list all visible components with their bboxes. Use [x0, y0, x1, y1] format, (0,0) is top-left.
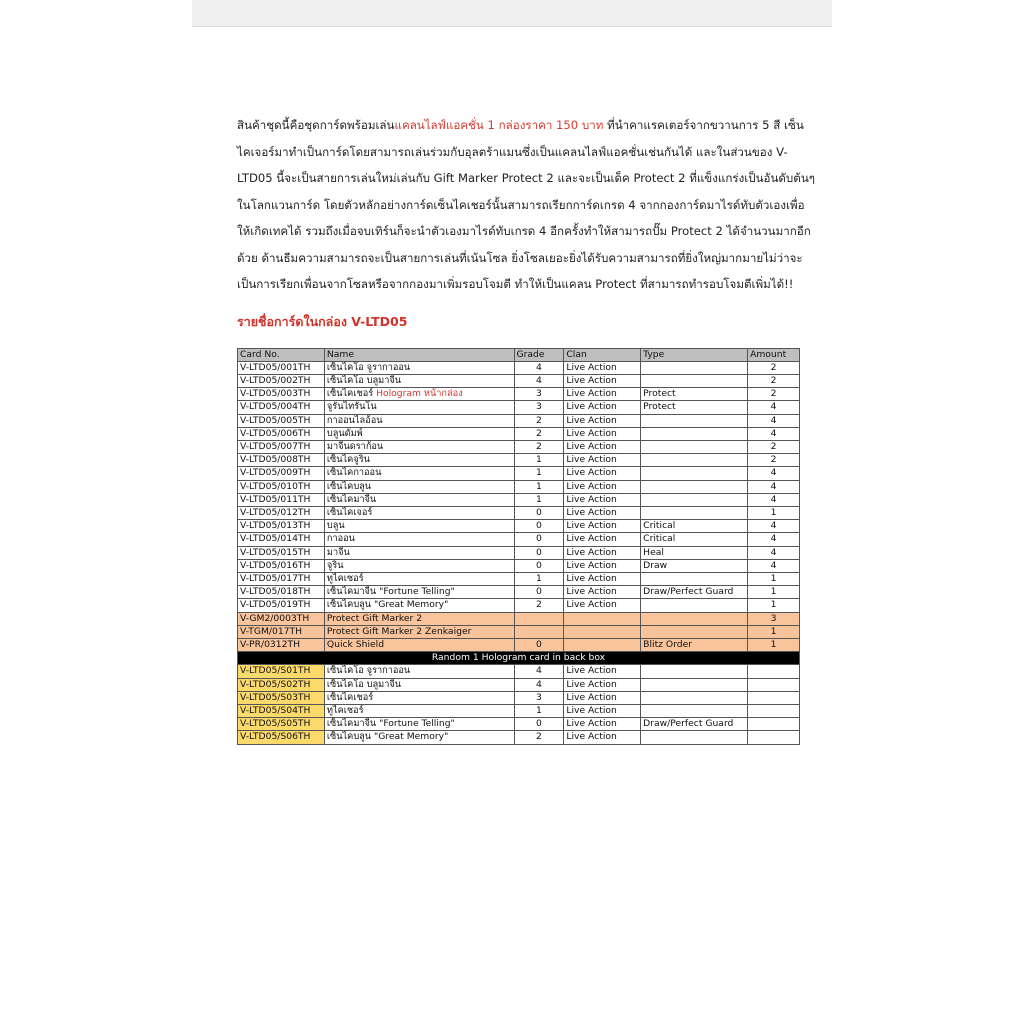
table-row	[238, 638, 800, 651]
cell-no: V-LTD05/018TH	[238, 586, 325, 599]
cell-type	[641, 506, 748, 519]
table-row	[238, 533, 800, 546]
cell-clan: Live Action	[564, 480, 641, 493]
cell-clan: Live Action	[564, 388, 641, 401]
cell-amount	[748, 704, 800, 717]
cell-name: เซ็นไคโอ จูรากาออน	[324, 665, 514, 678]
cell-no: V-LTD05/005TH	[238, 414, 325, 427]
cell-amount: 4	[748, 401, 800, 414]
cell-grade: 0	[514, 520, 564, 533]
table-row	[238, 520, 800, 533]
table-row	[238, 731, 800, 744]
cell-no: V-LTD05/012TH	[238, 506, 325, 519]
cell-clan: Live Action	[564, 678, 641, 691]
cell-type: Protect	[641, 388, 748, 401]
cell-clan: Live Action	[564, 414, 641, 427]
cell-grade: 4	[514, 374, 564, 387]
cell-name: เซ็นไคมาจีน "Fortune Telling"	[324, 718, 514, 731]
cell-no: V-LTD05/009TH	[238, 467, 325, 480]
cell-type: Protect	[641, 401, 748, 414]
cell-name: จูรันไทรันโน	[324, 401, 514, 414]
hologram-note: Hologram หน้ากล่อง	[376, 388, 463, 400]
cell-name: เซ็นไคเจอร์	[324, 506, 514, 519]
cell-type	[641, 480, 748, 493]
cell-amount: 4	[748, 520, 800, 533]
description-text: ที่นำคาแรคเตอร์จากขวานการ 5 สี เซ็นไคเจอร์มาทำเป็นการ์ดโดยสามารถเล่นร่วมกับอุลตร้าแมนซึ่งเป็นแคลนไลฟ์แอคชั่นเช่นกันได้ และในส่วนของ V-LTD05 นี้จะเป็นสายการเล่นใหม่เล่นกับ Gift Marker Protect 2 และจะเป็นเด็ค Protect 2 ที่แข็งแกร่งเป็นอันดับต้นๆในโลกแวนการ์ด โดยตัวหลักอย่างการ์ดเซ็นไคเชอร์นั้นสามารถเรียกการ์ดเกรด 4 จากกองการ์ดมาไรด์ทับตัวเองเพื่อให้เกิดเทคได้ รวมถึงเมื่อจบเทิร์นก็จะนำตัวเองมาไรด์ทับเกรด 4 อีกครั้งทำให้สามารถปั๊ม Protect 2 ได้จำนวนมากอีกด้วย ด้านธีมความสามารถจะเป็นสายการเล่นที่เน้นโซล ยิ่งโซลเยอะยิ่งได้รับความสามารถที่ยิ่งใหญ่มากมายไม่ว่าจะเป็นการเรียกเพื่อนจากโซลหรือจากกองมาเพิ่มรอบโจมตี ทำให้เป็นแคลน Protect ที่สามารถทำรอบโจมตีเพิ่มได้!!	[237, 118, 815, 291]
cell-name: ทูไคเชอร์	[324, 572, 514, 585]
cell-name: มาจีนดราก้อน	[324, 440, 514, 453]
header-clan: Clan	[564, 348, 641, 361]
table-row	[238, 506, 800, 519]
hologram-banner: Random 1 Hologram card in back box	[238, 652, 800, 665]
table-row	[238, 493, 800, 506]
cell-name: เซ็นไคมาจีน "Fortune Telling"	[324, 586, 514, 599]
cell-no: V-LTD05/S06TH	[238, 731, 325, 744]
cell-type: Heal	[641, 546, 748, 559]
table-row	[238, 678, 800, 691]
cell-no: V-LTD05/008TH	[238, 454, 325, 467]
cell-no: V-LTD05/019TH	[238, 599, 325, 612]
card-list-table	[237, 348, 800, 745]
cell-name: เซ็นไคบลูน "Great Memory"	[324, 731, 514, 744]
cell-type: Draw/Perfect Guard	[641, 586, 748, 599]
cell-name: เซ็นไคโอ บลูมาจีน	[324, 678, 514, 691]
cell-amount	[748, 665, 800, 678]
cell-no: V-LTD05/S03TH	[238, 691, 325, 704]
cell-no: V-LTD05/007TH	[238, 440, 325, 453]
table-row	[238, 704, 800, 717]
table-row	[238, 586, 800, 599]
cell-name: Protect Gift Marker 2 Zenkaiger	[324, 625, 514, 638]
cell-grade: 2	[514, 414, 564, 427]
cell-amount: 1	[748, 599, 800, 612]
cell-no: V-LTD05/015TH	[238, 546, 325, 559]
cell-type	[641, 678, 748, 691]
cell-no: V-LTD05/006TH	[238, 427, 325, 440]
cell-no: V-LTD05/013TH	[238, 520, 325, 533]
cell-clan: Live Action	[564, 440, 641, 453]
table-row	[238, 691, 800, 704]
table-row	[238, 480, 800, 493]
cell-amount: 2	[748, 454, 800, 467]
table-row	[238, 427, 800, 440]
cell-type	[641, 361, 748, 374]
cell-grade: 0	[514, 586, 564, 599]
cell-amount: 1	[748, 638, 800, 651]
cell-clan: Live Action	[564, 691, 641, 704]
cell-type	[641, 704, 748, 717]
cell-name: เซ็นไคบลูน	[324, 480, 514, 493]
cell-amount	[748, 718, 800, 731]
cell-no: V-LTD05/016TH	[238, 559, 325, 572]
cell-type	[641, 454, 748, 467]
cell-clan: Live Action	[564, 599, 641, 612]
cell-no: V-LTD05/S01TH	[238, 665, 325, 678]
cell-name: บลูนดั้มพ์	[324, 427, 514, 440]
cell-name: เซ็นไคโอ บลูมาจีน	[324, 374, 514, 387]
cell-amount: 4	[748, 533, 800, 546]
cell-grade: 1	[514, 704, 564, 717]
cell-clan: Live Action	[564, 361, 641, 374]
cell-clan: Live Action	[564, 401, 641, 414]
cell-no: V-TGM/017TH	[238, 625, 325, 638]
cell-name: เซ็นไคจูริน	[324, 454, 514, 467]
cell-grade: 2	[514, 427, 564, 440]
cell-type	[641, 665, 748, 678]
cell-type	[641, 427, 748, 440]
cell-type: Critical	[641, 533, 748, 546]
cell-grade: 1	[514, 454, 564, 467]
cell-clan: Live Action	[564, 520, 641, 533]
cell-amount: 3	[748, 612, 800, 625]
cell-amount: 4	[748, 546, 800, 559]
cell-no: V-PR/0312TH	[238, 638, 325, 651]
description-text: สินค้าชุดนี้คือชุดการ์ดพร้อมเล่น	[237, 118, 395, 132]
cell-no: V-GM2/0003TH	[238, 612, 325, 625]
cell-clan: Live Action	[564, 533, 641, 546]
cell-amount: 2	[748, 374, 800, 387]
cell-amount	[748, 691, 800, 704]
cell-type	[641, 493, 748, 506]
cell-grade: 4	[514, 665, 564, 678]
table-row	[238, 401, 800, 414]
table-row	[238, 572, 800, 585]
cell-grade: 4	[514, 678, 564, 691]
cell-amount: 1	[748, 586, 800, 599]
cell-type: Blitz Order	[641, 638, 748, 651]
table-row	[238, 625, 800, 638]
cell-name: เซ็นไคบลูน "Great Memory"	[324, 599, 514, 612]
header-type: Type	[641, 348, 748, 361]
cell-grade: 0	[514, 533, 564, 546]
table-row	[238, 414, 800, 427]
cell-clan	[564, 612, 641, 625]
cell-grade: 2	[514, 731, 564, 744]
cell-clan: Live Action	[564, 427, 641, 440]
table-row	[238, 718, 800, 731]
cell-amount: 2	[748, 440, 800, 453]
table-row	[238, 467, 800, 480]
cell-amount: 1	[748, 506, 800, 519]
product-description	[237, 112, 817, 298]
header-card-no: Card No.	[238, 348, 325, 361]
table-row	[238, 374, 800, 387]
cell-clan: Live Action	[564, 718, 641, 731]
cell-no: V-LTD05/001TH	[238, 361, 325, 374]
cell-no: V-LTD05/003TH	[238, 388, 325, 401]
table-row	[238, 546, 800, 559]
price-highlight-text: แคลนไลฟ์แอคชั่น 1 กล่องราคา 150 บาท	[394, 118, 604, 132]
cell-clan: Live Action	[564, 731, 641, 744]
cell-grade: 0	[514, 718, 564, 731]
cell-name: เซ็นไคโอ จูรากาออน	[324, 361, 514, 374]
cell-grade: 1	[514, 572, 564, 585]
cell-amount: 4	[748, 414, 800, 427]
product-description-page	[237, 112, 817, 745]
cell-grade: 3	[514, 401, 564, 414]
table-row	[238, 440, 800, 453]
cell-clan: Live Action	[564, 559, 641, 572]
table-row	[238, 599, 800, 612]
cell-name: กาออน	[324, 533, 514, 546]
cell-grade: 0	[514, 506, 564, 519]
cell-clan: Live Action	[564, 546, 641, 559]
table-header-row	[238, 348, 800, 361]
table-row	[238, 388, 800, 401]
cell-clan: Live Action	[564, 572, 641, 585]
cell-clan	[564, 638, 641, 651]
cell-type: Draw	[641, 559, 748, 572]
cell-grade: 1	[514, 480, 564, 493]
cell-amount: 2	[748, 361, 800, 374]
cell-type	[641, 625, 748, 638]
cell-type	[641, 612, 748, 625]
cell-type	[641, 731, 748, 744]
cell-clan: Live Action	[564, 506, 641, 519]
cell-grade: 2	[514, 599, 564, 612]
cell-amount: 4	[748, 467, 800, 480]
cell-name: บลูน	[324, 520, 514, 533]
cell-type: Draw/Perfect Guard	[641, 718, 748, 731]
cell-clan: Live Action	[564, 665, 641, 678]
cell-type	[641, 572, 748, 585]
header-grade: Grade	[514, 348, 564, 361]
cell-clan: Live Action	[564, 467, 641, 480]
cell-grade	[514, 625, 564, 638]
cell-no: V-LTD05/004TH	[238, 401, 325, 414]
table-row	[238, 665, 800, 678]
header-amount: Amount	[748, 348, 800, 361]
card-name: เซ็นไคเชอร์	[326, 388, 377, 400]
cell-name: เซ็นไคกาออน	[324, 467, 514, 480]
cell-no: V-LTD05/S02TH	[238, 678, 325, 691]
cell-amount: 1	[748, 625, 800, 638]
cell-name: เซ็นไคมาจีน	[324, 493, 514, 506]
card-list-title: รายชื่อการ์ดในกล่อง V-LTD05	[237, 313, 408, 329]
cell-amount: 4	[748, 559, 800, 572]
cell-grade: 3	[514, 388, 564, 401]
cell-type: Critical	[641, 520, 748, 533]
cell-clan: Live Action	[564, 586, 641, 599]
cell-no: V-LTD05/014TH	[238, 533, 325, 546]
cell-grade: 1	[514, 493, 564, 506]
cell-grade: 3	[514, 691, 564, 704]
cell-clan	[564, 625, 641, 638]
cell-amount: 4	[748, 493, 800, 506]
cell-amount: 1	[748, 572, 800, 585]
cell-type	[641, 691, 748, 704]
cell-clan: Live Action	[564, 454, 641, 467]
table-row	[238, 559, 800, 572]
cell-amount: 4	[748, 480, 800, 493]
cell-no: V-LTD05/017TH	[238, 572, 325, 585]
cell-type	[641, 440, 748, 453]
cell-name: Quick Shield	[324, 638, 514, 651]
cell-no: V-LTD05/S05TH	[238, 718, 325, 731]
cell-grade: 2	[514, 440, 564, 453]
cell-clan: Live Action	[564, 493, 641, 506]
cell-name: กาออนไลอ้อน	[324, 414, 514, 427]
cell-type	[641, 374, 748, 387]
cell-name: เซ็นไคเชอร์	[324, 691, 514, 704]
cell-grade: 0	[514, 559, 564, 572]
cell-amount	[748, 678, 800, 691]
cell-name: มาจีน	[324, 546, 514, 559]
cell-grade: 0	[514, 546, 564, 559]
cell-name	[324, 388, 514, 401]
cell-name: ทูไคเชอร์	[324, 704, 514, 717]
cell-grade: 0	[514, 638, 564, 651]
cell-name: จูริน	[324, 559, 514, 572]
cell-grade: 4	[514, 361, 564, 374]
cell-amount: 2	[748, 388, 800, 401]
cell-type	[641, 467, 748, 480]
table-row	[238, 612, 800, 625]
cell-name: Protect Gift Marker 2	[324, 612, 514, 625]
cell-grade: 1	[514, 467, 564, 480]
hologram-banner-row	[238, 652, 800, 665]
cell-no: V-LTD05/010TH	[238, 480, 325, 493]
cell-no: V-LTD05/011TH	[238, 493, 325, 506]
cell-clan: Live Action	[564, 374, 641, 387]
table-row	[238, 361, 800, 374]
cell-amount	[748, 731, 800, 744]
header-name: Name	[324, 348, 514, 361]
table-row	[238, 454, 800, 467]
cell-type	[641, 414, 748, 427]
top-toolbar	[192, 0, 832, 27]
cell-amount: 4	[748, 427, 800, 440]
cell-no: V-LTD05/S04TH	[238, 704, 325, 717]
cell-clan: Live Action	[564, 704, 641, 717]
cell-type	[641, 599, 748, 612]
cell-no: V-LTD05/002TH	[238, 374, 325, 387]
cell-grade	[514, 612, 564, 625]
